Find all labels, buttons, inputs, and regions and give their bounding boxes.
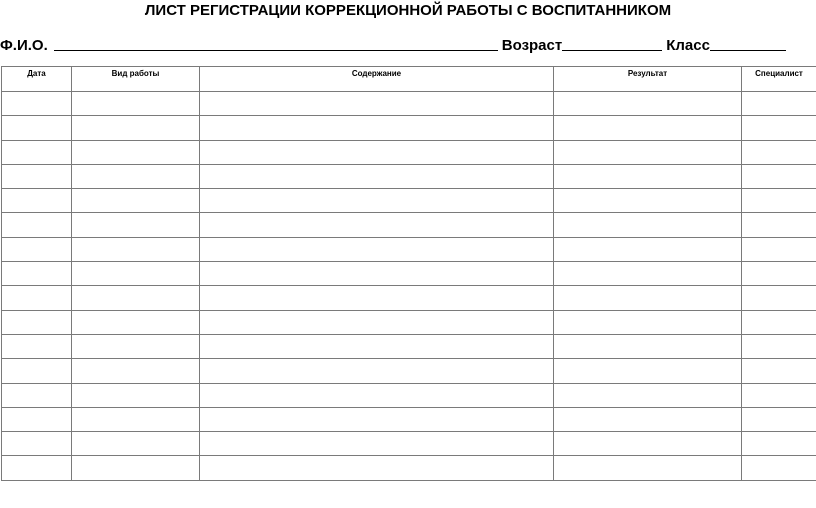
work-type-cell[interactable]	[72, 383, 200, 407]
content-cell[interactable]	[200, 310, 554, 334]
column-header-date: Дата	[2, 67, 72, 92]
result-cell[interactable]	[554, 262, 742, 286]
content-cell[interactable]	[200, 237, 554, 261]
table-row	[2, 140, 816, 164]
work-type-cell[interactable]	[72, 213, 200, 237]
date-cell[interactable]	[2, 164, 72, 188]
specialist-cell[interactable]	[742, 262, 816, 286]
result-cell[interactable]	[554, 407, 742, 431]
specialist-cell[interactable]	[742, 164, 816, 188]
date-cell[interactable]	[2, 189, 72, 213]
work-type-cell[interactable]	[72, 310, 200, 334]
specialist-cell[interactable]	[742, 92, 816, 116]
content-cell[interactable]	[200, 164, 554, 188]
work-type-cell[interactable]	[72, 334, 200, 358]
result-cell[interactable]	[554, 164, 742, 188]
result-cell[interactable]	[554, 359, 742, 383]
table-row	[2, 237, 816, 261]
content-cell[interactable]	[200, 286, 554, 310]
work-type-cell[interactable]	[72, 237, 200, 261]
result-cell[interactable]	[554, 213, 742, 237]
content-cell[interactable]	[200, 359, 554, 383]
work-type-cell[interactable]	[72, 189, 200, 213]
result-cell[interactable]	[554, 140, 742, 164]
content-cell[interactable]	[200, 116, 554, 140]
content-cell[interactable]	[200, 383, 554, 407]
column-header-content: Содержание	[200, 67, 554, 92]
result-cell[interactable]	[554, 116, 742, 140]
column-header-work-type: Вид работы	[72, 67, 200, 92]
result-cell[interactable]	[554, 92, 742, 116]
specialist-cell[interactable]	[742, 407, 816, 431]
content-cell[interactable]	[200, 456, 554, 480]
specialist-cell[interactable]	[742, 334, 816, 358]
content-cell[interactable]	[200, 213, 554, 237]
class-label: Класс	[666, 37, 710, 54]
table-row	[2, 432, 816, 456]
content-cell[interactable]	[200, 140, 554, 164]
age-label: Возраст	[501, 37, 563, 54]
student-info-line	[0, 34, 786, 54]
result-cell[interactable]	[554, 189, 742, 213]
table-body	[2, 92, 816, 481]
table-row	[2, 359, 816, 383]
column-header-result: Результат	[554, 67, 742, 92]
specialist-cell[interactable]	[742, 456, 816, 480]
date-cell[interactable]	[2, 310, 72, 334]
table-row	[2, 164, 816, 188]
fio-blank-line[interactable]	[54, 36, 498, 51]
date-cell[interactable]	[2, 116, 72, 140]
work-type-cell[interactable]	[72, 432, 200, 456]
table-row	[2, 456, 816, 480]
date-cell[interactable]	[2, 334, 72, 358]
table-row	[2, 92, 816, 116]
date-cell[interactable]	[2, 456, 72, 480]
content-cell[interactable]	[200, 262, 554, 286]
date-cell[interactable]	[2, 286, 72, 310]
table-row	[2, 116, 816, 140]
specialist-cell[interactable]	[742, 189, 816, 213]
work-type-cell[interactable]	[72, 140, 200, 164]
result-cell[interactable]	[554, 432, 742, 456]
result-cell[interactable]	[554, 383, 742, 407]
specialist-cell[interactable]	[742, 310, 816, 334]
specialist-cell[interactable]	[742, 359, 816, 383]
table-row	[2, 334, 816, 358]
fio-label: Ф.И.О.	[0, 37, 48, 54]
specialist-cell[interactable]	[742, 116, 816, 140]
class-blank-line[interactable]	[710, 36, 786, 51]
specialist-cell[interactable]	[742, 237, 816, 261]
age-blank-line[interactable]	[562, 36, 662, 51]
table-row	[2, 407, 816, 431]
date-cell[interactable]	[2, 383, 72, 407]
table-row	[2, 189, 816, 213]
date-cell[interactable]	[2, 213, 72, 237]
specialist-cell[interactable]	[742, 213, 816, 237]
content-cell[interactable]	[200, 189, 554, 213]
specialist-cell[interactable]	[742, 432, 816, 456]
date-cell[interactable]	[2, 140, 72, 164]
date-cell[interactable]	[2, 359, 72, 383]
table-row	[2, 383, 816, 407]
result-cell[interactable]	[554, 286, 742, 310]
work-type-cell[interactable]	[72, 359, 200, 383]
content-cell[interactable]	[200, 334, 554, 358]
specialist-cell[interactable]	[742, 383, 816, 407]
work-type-cell[interactable]	[72, 286, 200, 310]
content-cell[interactable]	[200, 407, 554, 431]
specialist-cell[interactable]	[742, 286, 816, 310]
work-type-cell[interactable]	[72, 407, 200, 431]
date-cell[interactable]	[2, 92, 72, 116]
date-cell[interactable]	[2, 262, 72, 286]
table-row	[2, 262, 816, 286]
work-type-cell[interactable]	[72, 456, 200, 480]
work-type-cell[interactable]	[72, 262, 200, 286]
result-cell[interactable]	[554, 456, 742, 480]
work-type-cell[interactable]	[72, 92, 200, 116]
date-cell[interactable]	[2, 432, 72, 456]
date-cell[interactable]	[2, 407, 72, 431]
content-cell[interactable]	[200, 432, 554, 456]
content-cell[interactable]	[200, 92, 554, 116]
work-type-cell[interactable]	[72, 164, 200, 188]
table-row	[2, 310, 816, 334]
date-cell[interactable]	[2, 237, 72, 261]
table-row	[2, 213, 816, 237]
result-cell[interactable]	[554, 310, 742, 334]
result-cell[interactable]	[554, 334, 742, 358]
table-row	[2, 286, 816, 310]
result-cell[interactable]	[554, 237, 742, 261]
column-header-specialist: Специалист	[742, 67, 816, 92]
table-header-row	[2, 67, 816, 92]
work-type-cell[interactable]	[72, 116, 200, 140]
registration-table	[1, 66, 816, 481]
specialist-cell[interactable]	[742, 140, 816, 164]
document-title: ЛИСТ РЕГИСТРАЦИИ КОРРЕКЦИОННОЙ РАБОТЫ С ВОСПИТАННИКОМ	[144, 2, 672, 19]
